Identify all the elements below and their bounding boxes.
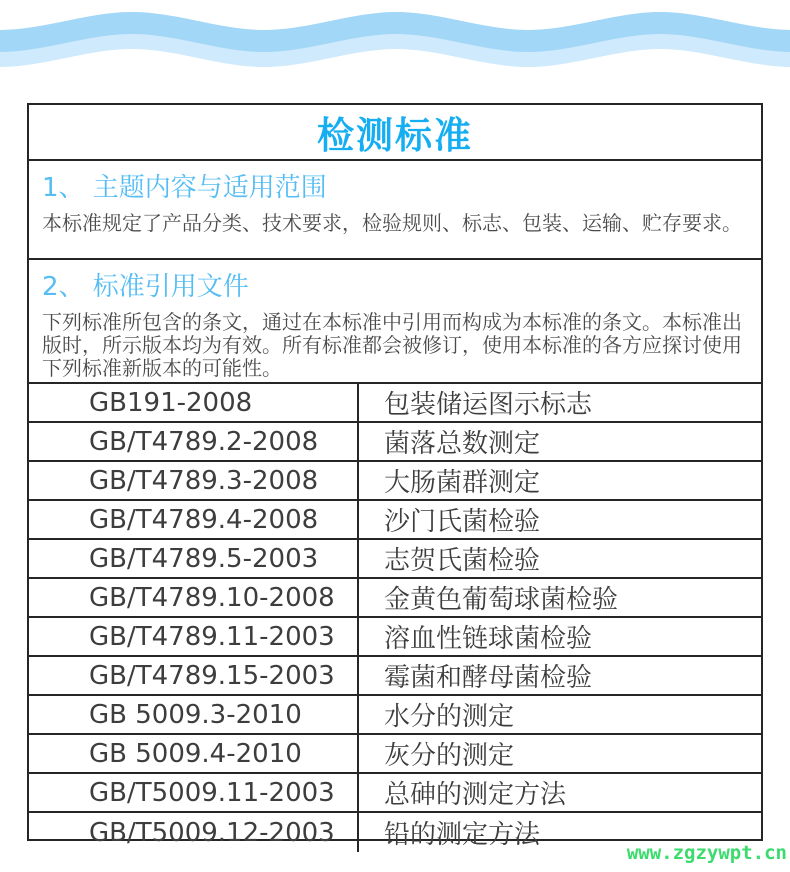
table-cell-code: GB/T5009.11-2003: [29, 774, 359, 813]
title-block: [29, 105, 761, 161]
table-cell-name: 大肠菌群测定: [359, 462, 761, 501]
table-cell-name: 总砷的测定方法: [359, 774, 761, 813]
table-cell-code: GB/T4789.11-2003: [29, 618, 359, 657]
table-cell-name: 菌落总数测定: [359, 423, 761, 462]
wave-decoration: [0, 0, 790, 72]
table-cell-name: 志贺氏菌检验: [359, 540, 761, 579]
table-cell-name: 金黄色葡萄球菌检验: [359, 579, 761, 618]
table-cell-code: GB 5009.4-2010: [29, 735, 359, 774]
section-scope: [29, 161, 761, 260]
section-references-heading: 2、 标准引用文件: [42, 272, 249, 302]
section-references: [29, 260, 761, 384]
watermark-url: www.zgzywpt.cn: [626, 842, 787, 864]
table-cell-code: GB/T4789.5-2003: [29, 540, 359, 579]
section-scope-body: 本标准规定了产品分类、技术要求，检验规则、标志、包装、运输、贮存要求。: [42, 211, 742, 235]
standards-card: [27, 103, 763, 850]
table-cell-code: GB 5009.3-2010: [29, 696, 359, 735]
table-cell-code: GB191-2008: [29, 384, 359, 423]
table-cell-name: 水分的测定: [359, 696, 761, 735]
table-cell-name: 溶血性链球菌检验: [359, 618, 761, 657]
wave-icon: [0, 0, 790, 72]
table-cell-name: 包装储运图示标志: [359, 384, 761, 423]
table-cell-code: GB/T4789.3-2008: [29, 462, 359, 501]
table-cell-code: GB/T4789.15-2003: [29, 657, 359, 696]
section-scope-heading: 1、 主题内容与适用范围: [42, 173, 327, 203]
table-cell-name: 沙门氏菌检验: [359, 501, 761, 540]
table-cell-code: GB/T4789.2-2008: [29, 423, 359, 462]
table-cell-code: GB/T4789.10-2008: [29, 579, 359, 618]
section-references-body: 下列标准所包含的条文，通过在本标准中引用而构成为本标准的条文。本标准出版时，所示版本均为有效。所有标准都会被修订，使用本标准的各方应探讨使用下列标准新版本的可能性。: [42, 310, 742, 380]
table-cell-code: GB/T4789.4-2008: [29, 501, 359, 540]
table-cell-name: 霉菌和酵母菌检验: [359, 657, 761, 696]
table-cell-name: 铅的测定方法: [384, 820, 541, 850]
table-cell-name: 灰分的测定: [359, 735, 761, 774]
standards-table: [29, 384, 761, 852]
table-cell-code: GB/T5009.12-2003: [29, 813, 359, 852]
page-title: 检测标准: [317, 114, 473, 157]
